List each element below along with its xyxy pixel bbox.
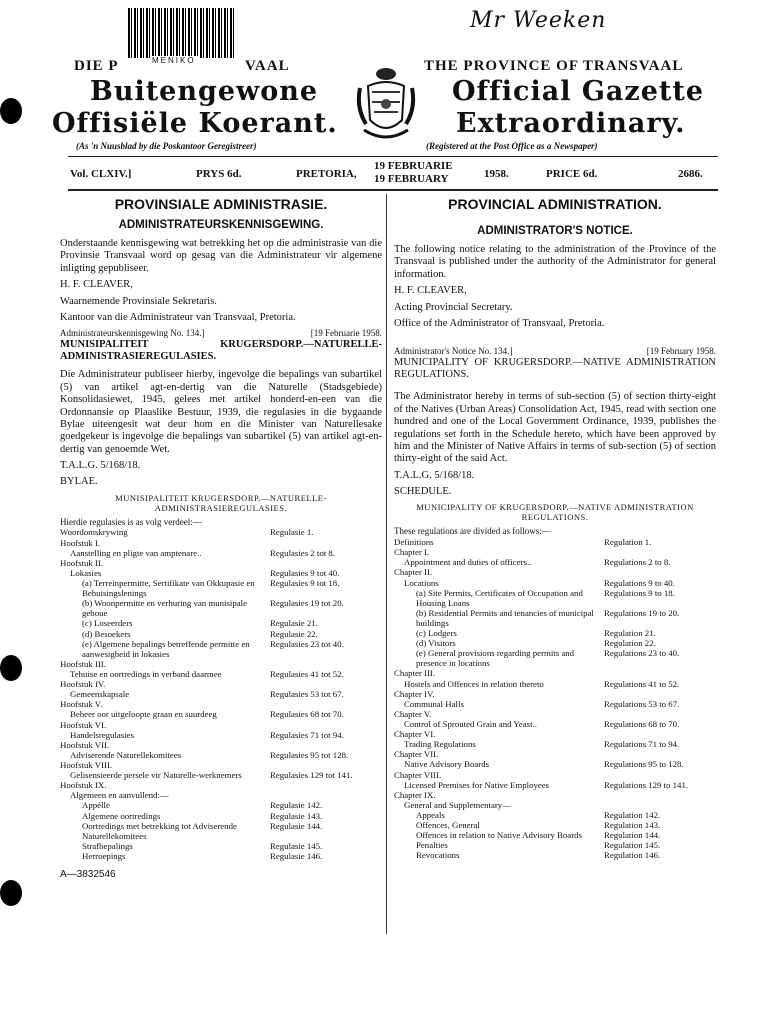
schedule-row-regulations — [604, 770, 716, 780]
schedule-row — [394, 830, 716, 840]
top-rule — [68, 156, 718, 157]
schedule-row — [60, 699, 382, 709]
price-english: PRICE 6d. — [546, 168, 598, 180]
schedule-row — [394, 567, 716, 577]
right-schedule-list — [394, 537, 716, 861]
right-notice-number: Administrator's Notice No. 134.] — [394, 346, 513, 357]
masthead-right-title2: Extraordinary. — [456, 108, 686, 139]
right-office: Office of the Administrator of Transvaal, Pretoria. — [394, 317, 605, 329]
schedule-row — [394, 628, 716, 638]
schedule-row-label: Hostels and Offences in relation thereto — [404, 678, 544, 689]
schedule-row-label: Licensed Premises for Native Employees — [404, 779, 550, 790]
schedule-row-label: Locations — [404, 577, 439, 588]
masthead-left-small-end: VAAL — [245, 58, 290, 74]
right-notice-header — [394, 346, 716, 356]
schedule-row — [60, 841, 382, 851]
masthead-right-title1: Official Gazette — [452, 76, 705, 107]
schedule-row-regulations: Regulations 9 to 18. — [604, 587, 675, 598]
schedule-row-regulations: Regulations 71 to 94. — [604, 739, 680, 750]
issue-number: 2686. — [678, 168, 703, 180]
schedule-row — [394, 608, 716, 628]
left-signature-title: Waarnemende Provinsiale Sekretaris. — [60, 295, 217, 307]
schedule-row-label: Chapter VII. — [394, 749, 439, 760]
schedule-row-regulations — [604, 749, 716, 759]
schedule-row — [60, 790, 382, 800]
schedule-row-regulations: Regulations 2 to 8. — [604, 557, 671, 568]
left-subheading: ADMINISTRATEURSKENNISGEWING. — [118, 218, 324, 231]
schedule-row — [394, 820, 716, 830]
schedule-row-label: Chapter V. — [394, 708, 432, 719]
schedule-row — [60, 730, 382, 740]
schedule-row-label: Penalties — [416, 840, 448, 851]
schedule-row-label: Lokasies — [70, 567, 102, 578]
left-office: Kantoor van die Administrateur van Transvaal, Pretoria. — [60, 311, 296, 323]
schedule-row-label: (e) Algemene bepalings betreffende permitte en aanwesigheid in lokasies — [82, 638, 250, 659]
schedule-row-label: Chapter III. — [394, 668, 436, 679]
schedule-row — [394, 557, 716, 567]
schedule-row-regulations: Regulasie 144. — [270, 820, 323, 831]
schedule-row-label: Chapter VIII. — [394, 769, 442, 780]
barcode-label: MENIKO — [152, 56, 196, 65]
schedule-row-label: Algemeen en aanvullend:— — [70, 790, 169, 801]
right-subheading: ADMINISTRATOR'S NOTICE. — [477, 224, 633, 237]
schedule-row — [394, 648, 716, 668]
schedule-row-regulations: Regulasies 129 tot 141. — [270, 770, 353, 781]
schedule-row-label: Gemeenskapsale — [70, 689, 130, 700]
schedule-row-label: (e) General provisions regarding permits and presence in locations — [416, 648, 575, 669]
footer-code: A—3832546 — [60, 869, 116, 881]
schedule-row — [394, 800, 716, 810]
schedule-row — [394, 770, 716, 780]
schedule-row — [394, 840, 716, 850]
schedule-row-regulations: Regulasies 2 tot 8. — [270, 547, 335, 558]
schedule-row-label: Tehuise en oortredings in verband daarmee — [70, 668, 222, 679]
schedule-row-regulations: Regulasies 95 tot 128. — [270, 749, 349, 760]
schedule-row — [394, 679, 716, 689]
schedule-row — [60, 750, 382, 760]
schedule-row-regulations: Regulation 143. — [604, 820, 661, 831]
schedule-row-label: Appeals — [416, 810, 445, 821]
schedule-row-label: Herroepings — [82, 850, 126, 861]
schedule-row-regulations: Regulasie 145. — [270, 840, 323, 851]
schedule-row-label: (d) Visitors — [416, 638, 456, 649]
schedule-row — [394, 850, 716, 860]
schedule-row-label: Offences, General — [416, 820, 480, 831]
schedule-row-label: Hoofstuk VIII. — [60, 759, 113, 770]
schedule-row — [394, 780, 716, 790]
schedule-row-regulations: Regulations 19 to 20. — [604, 607, 680, 618]
schedule-row-regulations — [270, 538, 382, 548]
left-schedule-list — [60, 527, 382, 861]
schedule-row-regulations: Regulasie 22. — [270, 628, 318, 639]
schedule-row-regulations: Regulasie 21. — [270, 618, 318, 629]
schedule-row-label: Chapter IV. — [394, 688, 435, 699]
schedule-row-label: Beheer oor uitgeloopte graan en suurdeeg — [70, 709, 217, 720]
schedule-row-label: General and Supplementary— — [404, 799, 511, 810]
schedule-row — [394, 638, 716, 648]
schedule-row — [60, 679, 382, 689]
schedule-row-regulations — [604, 729, 716, 739]
schedule-row — [60, 780, 382, 790]
handwritten-annotation: Mr Weeken — [470, 8, 607, 33]
schedule-row-regulations: Regulation 144. — [604, 830, 661, 841]
masthead-left-title2: Offisiële Koerant. — [52, 108, 338, 139]
schedule-row — [60, 669, 382, 679]
date-afrikaans: 19 FEBRUARIE — [374, 160, 453, 172]
schedule-row-label: Appèlle — [82, 800, 110, 811]
schedule-row-regulations: Regulations 129 to 141. — [604, 779, 689, 790]
right-divided: These regulations are divided as follows:— — [394, 526, 551, 537]
volume-number: Vol. CLXIV.] — [70, 168, 132, 180]
right-schedule-title: MUNICIPALITY OF KRUGERSDORP.—NATIVE ADMINISTRATION REGULATIONS. — [416, 502, 694, 523]
coat-of-arms-icon — [354, 64, 418, 148]
schedule-row-regulations: Regulations 41 to 52. — [604, 678, 680, 689]
schedule-row-label: (d) Besoekers — [82, 628, 131, 639]
schedule-row — [60, 760, 382, 770]
schedule-row-regulations: Regulation 22. — [604, 638, 656, 649]
schedule-row — [60, 811, 382, 821]
schedule-row-regulations — [270, 760, 382, 770]
schedule-row-label: (c) Loseerders — [82, 618, 133, 629]
schedule-row — [394, 709, 716, 719]
schedule-row-regulations — [604, 567, 716, 577]
date-english: 19 FEBRUARY — [374, 173, 449, 185]
punch-hole — [0, 880, 22, 906]
schedule-row — [394, 810, 716, 820]
schedule-row-regulations — [604, 709, 716, 719]
schedule-row-label: Hoofstuk IX. — [60, 780, 107, 791]
right-signature-title: Acting Provincial Secretary. — [394, 301, 513, 313]
schedule-row — [394, 668, 716, 678]
right-schedule-heading: SCHEDULE. — [394, 486, 452, 498]
schedule-row-regulations — [604, 790, 716, 800]
left-body: Die Administrateur publiseer hierby, ingevolge die bepalings van subartikel (5) van artikel agt-en-dertig van die Naturelle (Stadsgebiede) Konsolidasiewet, 1945, gelees met artikel honderd-en-een van die Ordonnansie op Plaaslike Bestuur, 1939, die regulasies in die bygaande Bylae uiteengesit wat deur hom en die Minister van Naturellesake goedgekeur is ingevolge die bepalings van subartikel (5) van artikel agt-en-dertig van genoemde Wet. — [60, 369, 382, 455]
schedule-row — [394, 790, 716, 800]
schedule-row-regulations: Regulations 53 to 67. — [604, 698, 680, 709]
schedule-row-label: Strafbepalings — [82, 840, 133, 851]
schedule-row — [394, 547, 716, 557]
schedule-row-label: Control of Sprouted Grain and Yeast.. — [404, 719, 537, 730]
schedule-row-regulations — [604, 668, 716, 678]
schedule-row-label: Hoofstuk VII. — [60, 739, 110, 750]
schedule-row-label: (c) Lodgers — [416, 628, 457, 639]
schedule-row-regulations: Regulations 68 to 70. — [604, 719, 680, 730]
schedule-row — [394, 689, 716, 699]
schedule-row-regulations: Regulasies 23 tot 40. — [270, 638, 344, 649]
schedule-row — [60, 527, 382, 537]
masthead-left-title1: Buitengewone — [90, 76, 319, 107]
schedule-row-regulations — [270, 699, 382, 709]
left-notice-number: Administrateurskennisgewing No. 134.] — [60, 328, 205, 339]
schedule-row-label: (a) Site Permits, Certificates of Occupation and Housing Loans — [416, 587, 583, 608]
schedule-row-regulations: Regulations 9 to 40. — [604, 577, 675, 588]
schedule-row-label: (b) Residential Permits and tenancies of municipal buildings — [416, 607, 594, 628]
left-notice-header — [60, 328, 382, 338]
place: PRETORIA, — [296, 168, 357, 180]
schedule-row-regulations: Regulasies 53 tot 67. — [270, 689, 344, 700]
schedule-row-regulations: Regulation 146. — [604, 850, 661, 861]
schedule-row-label: Woordomskrywing — [60, 527, 128, 538]
schedule-row-regulations: Regulation 21. — [604, 628, 656, 639]
schedule-row-label: Algemene oortredings — [82, 810, 161, 821]
schedule-row-regulations — [604, 547, 716, 557]
left-heading: PROVINSIALE ADMINISTRASIE. — [114, 196, 328, 212]
schedule-row — [394, 739, 716, 749]
schedule-row-regulations: Regulasie 143. — [270, 810, 323, 821]
schedule-row-label: Hoofstuk III. — [60, 658, 106, 669]
schedule-row-regulations: Regulasies 9 tot 18. — [270, 577, 340, 588]
schedule-row — [394, 719, 716, 729]
schedule-row-label: (b) Woonpermitte en verhuring van munisipale geboue — [82, 598, 248, 619]
meta-rule — [68, 189, 718, 191]
schedule-row-regulations — [604, 800, 716, 810]
schedule-row — [60, 720, 382, 730]
year: 1958. — [484, 168, 509, 180]
schedule-row — [60, 689, 382, 699]
schedule-row — [394, 578, 716, 588]
schedule-row — [60, 578, 382, 598]
schedule-row — [394, 588, 716, 608]
schedule-row-label: Trading Regulations — [404, 739, 476, 750]
right-notice-date: [19 February 1958. — [646, 346, 716, 357]
schedule-row — [60, 548, 382, 558]
right-body: The Administrator hereby in terms of sub-section (5) of section thirty-eight of the Natives (Urban Areas) Consolidation Act, 1945, read with section one hundred and one of the Local Government Ordinance, 1939, publishes the regulations set forth in the Schedule hereto, which have been approved by him and the Minister of Native Affairs in terms of sub-section (5) of section thirty-eight of the said Act. — [394, 391, 716, 465]
schedule-row-label: Offences in relation to Native Advisory Boards — [416, 830, 582, 841]
schedule-row-label: Handelsregulasies — [70, 729, 135, 740]
schedule-row-label: Appointment and duties of officers.. — [404, 557, 532, 568]
schedule-row — [394, 699, 716, 709]
schedule-row — [60, 740, 382, 750]
masthead-right-registration: (Registered at the Post Office as a Newspaper) — [426, 141, 598, 151]
column-divider — [386, 194, 387, 934]
schedule-row-label: Chapter II. — [394, 567, 433, 578]
schedule-row — [60, 800, 382, 810]
schedule-row — [394, 749, 716, 759]
barcode-graphic — [128, 8, 236, 58]
schedule-row — [60, 770, 382, 780]
left-notice-title: MUNISIPALITEIT KRUGERSDORP.—NATURELLE-ADMINISTRASIEREGULASIES. — [60, 338, 382, 363]
schedule-row-regulations: Regulasie 1. — [270, 527, 314, 538]
schedule-row — [60, 821, 382, 841]
schedule-row-regulations — [604, 689, 716, 699]
schedule-row-label: Revocations — [416, 850, 460, 861]
schedule-row-label: Chapter IX. — [394, 789, 436, 800]
left-divided: Hierdie regulasies is as volg verdeel:— — [60, 516, 202, 527]
schedule-row-regulations: Regulasies 71 tot 94. — [270, 729, 344, 740]
schedule-row-label: Gelisensieerde persele vir Naturelle-werknemers — [70, 770, 242, 781]
schedule-row-regulations — [270, 659, 382, 669]
schedule-row-label: Aanstelling en pligte van amptenare.. — [70, 547, 202, 558]
punch-hole — [0, 655, 22, 681]
masthead-left-small — [74, 58, 290, 75]
schedule-row-label: Hoofstuk IV. — [60, 679, 106, 690]
schedule-row-regulations: Regulation 142. — [604, 810, 661, 821]
schedule-row — [60, 598, 382, 618]
schedule-row-label: Oortredings met betrekking tot Adviserende Naturellekomitees — [82, 820, 237, 841]
right-heading: PROVINCIAL ADMINISTRATION. — [448, 196, 662, 212]
schedule-row-label: Hoofstuk VI. — [60, 719, 107, 730]
schedule-row-label: (a) Terreinpermitte, Sertifikate van Okkupasie en Behuisingslenings — [82, 577, 255, 599]
schedule-row-regulations — [270, 558, 382, 568]
schedule-row-regulations — [270, 740, 382, 750]
schedule-row — [60, 709, 382, 719]
english-column — [394, 196, 716, 861]
schedule-row-label: Adviserende Naturellekomitees — [70, 749, 182, 760]
schedule-row — [394, 759, 716, 769]
schedule-row — [60, 851, 382, 861]
schedule-row-regulations: Regulasie 142. — [270, 800, 323, 811]
left-schedule-heading: BYLAE. — [60, 476, 98, 488]
schedule-row-regulations: Regulation 1. — [604, 537, 652, 548]
price-afrikaans: PRYS 6d. — [196, 168, 242, 180]
schedule-row-label: Chapter VI. — [394, 729, 436, 740]
left-notice-date: [19 Februarie 1958. — [310, 328, 382, 339]
schedule-row-label: Hoofstuk I. — [60, 537, 101, 548]
schedule-row-regulations — [270, 720, 382, 730]
schedule-row-label: Chapter I. — [394, 547, 430, 558]
schedule-row-regulations: Regulasies 9 tot 40. — [270, 567, 340, 578]
left-signature-name: H. F. CLEAVER, — [60, 279, 133, 291]
schedule-row — [60, 618, 382, 628]
schedule-row — [60, 659, 382, 669]
masthead-right-small: THE PROVINCE OF TRANSVAAL — [424, 58, 684, 74]
punch-hole — [0, 98, 22, 124]
schedule-row-regulations: Regulations 23 to 40. — [604, 648, 680, 659]
schedule-row-label: Native Advisory Boards — [404, 759, 490, 770]
schedule-row-regulations: Regulasies 41 tot 52. — [270, 668, 344, 679]
schedule-row-regulations — [270, 790, 382, 800]
schedule-row-label: Definitions — [394, 537, 434, 548]
schedule-row-label: Communal Halls — [404, 698, 464, 709]
masthead-left-small-start: DIE P — [74, 58, 118, 74]
schedule-row-label: Hoofstuk II. — [60, 557, 104, 568]
schedule-row-regulations: Regulasies 19 tot 20. — [270, 598, 344, 609]
schedule-row-regulations — [270, 679, 382, 689]
schedule-row — [60, 629, 382, 639]
schedule-row-regulations: Regulasie 146. — [270, 850, 323, 861]
schedule-row — [60, 639, 382, 659]
schedule-row-regulations: Regulation 145. — [604, 840, 661, 851]
right-signature-name: H. F. CLEAVER, — [394, 285, 467, 297]
schedule-row-regulations — [270, 780, 382, 790]
schedule-row-regulations: Regulations 95 to 128. — [604, 759, 684, 770]
afrikaans-column — [60, 196, 382, 881]
right-reference: T.A.L.G. 5/168/18. — [394, 469, 475, 481]
right-intro: The following notice relating to the administration of the Province of the Transvaal is published under the authority of the Administrator for general information. — [394, 244, 716, 280]
right-notice-title: MUNICIPALITY OF KRUGERSDORP.—NATIVE ADMINISTRATION REGULATIONS. — [394, 356, 716, 381]
schedule-row-label: Hoofstuk V. — [60, 699, 103, 710]
schedule-row — [394, 537, 716, 547]
schedule-row — [60, 558, 382, 568]
left-intro: Onderstaande kennisgewing wat betrekking het op die administrasie van die Provinsie Transvaal word op gesag van die Administrateur vir algemene inligting gepubliseer. — [60, 238, 382, 274]
left-reference: T.A.L.G. 5/168/18. — [60, 460, 141, 472]
schedule-row — [60, 568, 382, 578]
schedule-row-regulations: Regulasies 68 tot 70. — [270, 709, 344, 720]
schedule-row — [394, 729, 716, 739]
masthead-left-registration: (As 'n Nuusblad by die Poskantoor Geregistreer) — [76, 141, 257, 151]
left-schedule-title: MUNISIPALITEIT KRUGERSDORP.—NATURELLE-ADMINISTRASIEREGULASIES. — [115, 492, 327, 513]
schedule-row — [60, 538, 382, 548]
